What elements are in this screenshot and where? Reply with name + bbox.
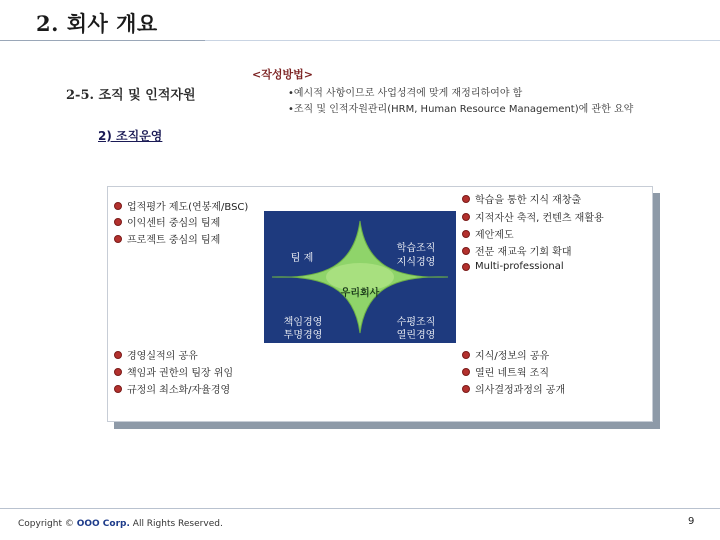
list-item <box>462 226 514 241</box>
copyright-corp: OOO Corp. <box>76 519 130 529</box>
bullet-icon <box>462 195 470 203</box>
list-item-label: 제안제도 <box>475 230 514 241</box>
quadrant-label-knowledge: 지식경영 <box>396 257 436 268</box>
copyright-rights: All Rights Reserved. <box>132 519 223 529</box>
list-item-label: 지적자산 축적, 컨텐츠 재활용 <box>475 213 604 224</box>
list-item-label: 열린 네트웍 조직 <box>475 368 549 379</box>
list-item-label: Multi-professional <box>475 261 564 272</box>
list-item <box>114 347 198 362</box>
list-item-label: 규정의 최소화/자율경영 <box>127 385 231 396</box>
title-divider <box>0 40 205 41</box>
method-line-1: •예시적 사항이므로 사업성격에 맞게 재정리하여야 함 <box>288 88 523 99</box>
title-divider-accent <box>205 40 720 41</box>
list-item <box>462 209 604 224</box>
bullet-icon <box>462 368 470 376</box>
quadrant-label-horizontal: 수평조직 <box>396 317 436 328</box>
list-item <box>462 191 581 206</box>
center-label: 우리회사 <box>340 288 380 299</box>
section-heading: 2-5. 조직 및 인적자원 <box>66 88 196 103</box>
quadrant-label-team: 팀 제 <box>290 253 314 264</box>
list-item <box>114 198 248 213</box>
bullet-icon <box>462 385 470 393</box>
bullet-icon <box>114 218 122 226</box>
list-item <box>114 364 233 379</box>
list-item <box>114 381 230 396</box>
list-item-label: 이익센터 중심의 팀제 <box>127 218 221 229</box>
list-item-label: 책임과 권한의 팀장 위임 <box>127 368 234 379</box>
quadrant-label-open: 열린경영 <box>396 330 436 341</box>
page-title: 2. 회사 개요 <box>36 11 158 36</box>
bullet-icon <box>114 385 122 393</box>
list-item <box>462 243 571 258</box>
bullet-icon <box>462 247 470 255</box>
bullet-icon <box>462 213 470 221</box>
bullet-icon <box>114 351 122 359</box>
list-item <box>462 261 564 272</box>
footer-divider <box>0 508 720 509</box>
method-line-2: •조직 및 인적자원관리(HRM, Human Resource Management)에 관한 요약 <box>288 104 634 115</box>
bullet-icon <box>462 263 470 271</box>
subsection-heading: 2) 조직운영 <box>98 129 163 143</box>
quadrant-label-responsibility: 책임경영 <box>283 317 323 328</box>
quadrant-label-learning: 학습조직 <box>396 243 436 254</box>
list-item <box>462 381 565 396</box>
copyright <box>18 519 223 529</box>
list-item <box>462 347 549 362</box>
list-item <box>114 214 220 229</box>
bullet-icon <box>114 235 122 243</box>
list-item-label: 프로젝트 중심의 팀제 <box>127 235 221 246</box>
list-item-label: 업적평가 제도(연봉제/BSC) <box>127 202 249 213</box>
list-item-label: 경영실적의 공유 <box>127 351 198 362</box>
bullet-icon <box>114 202 122 210</box>
bullet-icon <box>462 230 470 238</box>
method-heading: <작성방법> <box>252 68 313 81</box>
list-item-label: 의사결정과정의 공개 <box>475 385 566 396</box>
bullet-icon <box>114 368 122 376</box>
list-item <box>114 231 220 246</box>
copyright-prefix: Copyright © <box>18 519 74 529</box>
list-item-label: 전문 재교육 기회 확대 <box>475 247 572 258</box>
list-item <box>462 364 549 379</box>
bullet-icon <box>462 351 470 359</box>
page-number: 9 <box>688 516 695 527</box>
list-item-label: 지식/정보의 공유 <box>475 351 550 362</box>
quadrant-label-transparency: 투명경영 <box>283 330 323 341</box>
list-item-label: 학습을 통한 지식 재창출 <box>475 195 582 206</box>
